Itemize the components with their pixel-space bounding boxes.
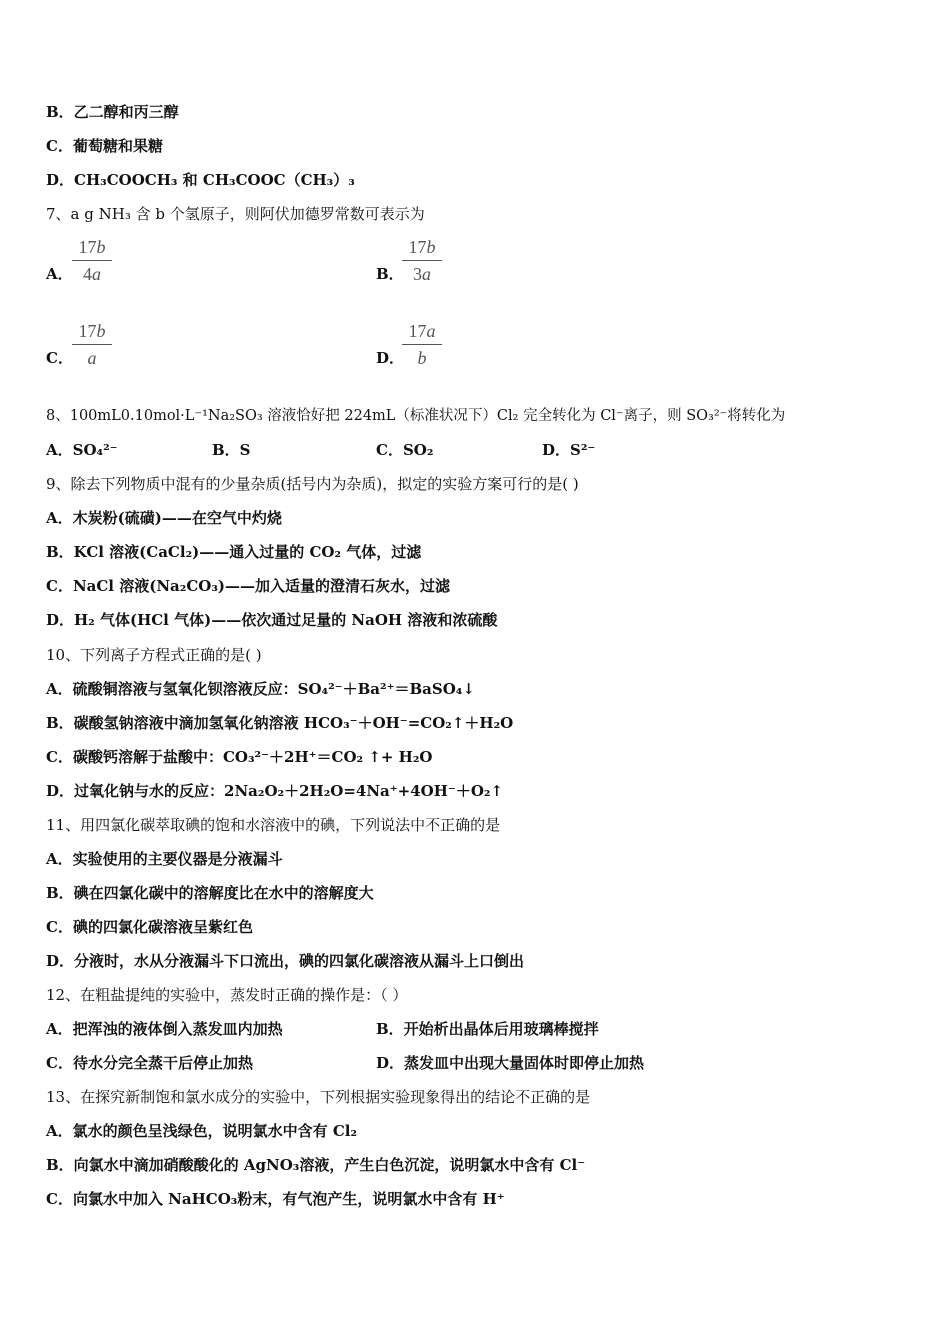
q6-option-d: D．CH₃COOCH₃ 和 CH₃COOC（CH₃）₃ (46, 171, 355, 189)
q13-option-c: C．向氯水中加入 NaHCO₃粉末，有气泡产生，说明氯水中含有 H⁺ (46, 1190, 505, 1208)
q7-option-d-label: D． (376, 349, 405, 367)
q11-option-a: A．实验使用的主要仪器是分液漏斗 (46, 850, 283, 868)
q10-option-c: C．碳酸钙溶解于盐酸中：CO₃²⁻＋2H⁺＝CO₂ ↑+ H₂O (46, 748, 433, 766)
q9-option-c: C．NaCl 溶液(Na₂CO₃)——加入适量的澄清石灰水，过滤 (46, 577, 450, 595)
q7-option-c-label: C． (46, 349, 73, 367)
q7-option-b-fraction: $\frac{17b}{3a}$ (402, 236, 442, 285)
question-11: 11、用四氯化碳萃取碘的饱和水溶液中的碘，下列说法中不正确的是 (46, 816, 501, 834)
q10-option-d: D．过氧化钠与水的反应：2Na₂O₂＋2H₂O=4Na⁺+4OH⁻＋O₂↑ (46, 782, 504, 800)
q7-option-d-fraction: $\frac{17a}{b}$ (402, 320, 442, 369)
q10-option-b: B．碳酸氢钠溶液中滴加氢氧化钠溶液 HCO₃⁻＋OH⁻=CO₂↑＋H₂O (46, 714, 514, 732)
q9-option-d: D．H₂ 气体(HCl 气体)——依次通过足量的 NaOH 溶液和浓硫酸 (46, 611, 498, 629)
q8-option-a: A．SO₄²⁻ (46, 441, 118, 459)
q9-option-b: B．KCl 溶液(CaCl₂)——通入过量的 CO₂ 气体，过滤 (46, 543, 422, 561)
question-9: 9、除去下列物质中混有的少量杂质(括号内为杂质)，拟定的实验方案可行的是( ) (46, 475, 579, 493)
q7-option-a-label: A． (46, 265, 73, 283)
q12-option-a: A．把浑浊的液体倒入蒸发皿内加热 (46, 1020, 283, 1038)
q6-option-c: C．葡萄糖和果糖 (46, 137, 163, 155)
question-13: 13、在探究新制饱和氯水成分的实验中，下列根据实验现象得出的结论不正确的是 (46, 1088, 591, 1106)
question-10: 10、下列离子方程式正确的是( ) (46, 646, 262, 664)
q13-option-b: B．向氯水中滴加硝酸酸化的 AgNO₃溶液，产生白色沉淀，说明氯水中含有 Cl⁻ (46, 1156, 586, 1174)
q11-option-c: C．碘的四氯化碳溶液呈紫红色 (46, 918, 253, 936)
q11-option-b: B．碘在四氯化碳中的溶解度比在水中的溶解度大 (46, 884, 374, 902)
q13-option-a: A．氯水的颜色呈浅绿色，说明氯水中含有 Cl₂ (46, 1122, 358, 1140)
q8-option-c: C．SO₂ (376, 441, 434, 459)
question-12: 12、在粗盐提纯的实验中，蒸发时正确的操作是：（ ） (46, 986, 408, 1004)
q12-option-d: D．蒸发皿中出现大量固体时即停止加热 (376, 1054, 645, 1072)
q12-option-b: B．开始析出晶体后用玻璃棒搅拌 (376, 1020, 599, 1038)
question-8: 8、100mL0.10mol·L⁻¹Na₂SO₃ 溶液恰好把 224mL（标准状况下）Cl₂ 完全转化为 Cl⁻离子，则 SO₃²⁻将转化为 (46, 408, 786, 424)
q10-option-a: A．硫酸铜溶液与氢氧化钡溶液反应：SO₄²⁻＋Ba²⁺＝BaSO₄↓ (46, 680, 475, 698)
q8-option-d: D．S²⁻ (542, 441, 596, 459)
q7-option-c-fraction: $\frac{17b}{a}$ (72, 320, 112, 369)
q12-option-c: C．待水分完全蒸干后停止加热 (46, 1054, 253, 1072)
q11-option-d: D．分液时，水从分液漏斗下口流出，碘的四氯化碳溶液从漏斗上口倒出 (46, 952, 525, 970)
question-7: 7、a g NH₃ 含 b 个氢原子，则阿伏加德罗常数可表示为 (46, 205, 425, 223)
q6-option-b: B．乙二醇和丙三醇 (46, 103, 179, 121)
q7-option-a-fraction: $\frac{17b}{4a}$ (72, 236, 112, 285)
q8-option-b: B．S (212, 441, 251, 459)
q7-option-b-label: B． (376, 265, 404, 283)
q9-option-a: A．木炭粉(硫磺)——在空气中灼烧 (46, 509, 282, 527)
